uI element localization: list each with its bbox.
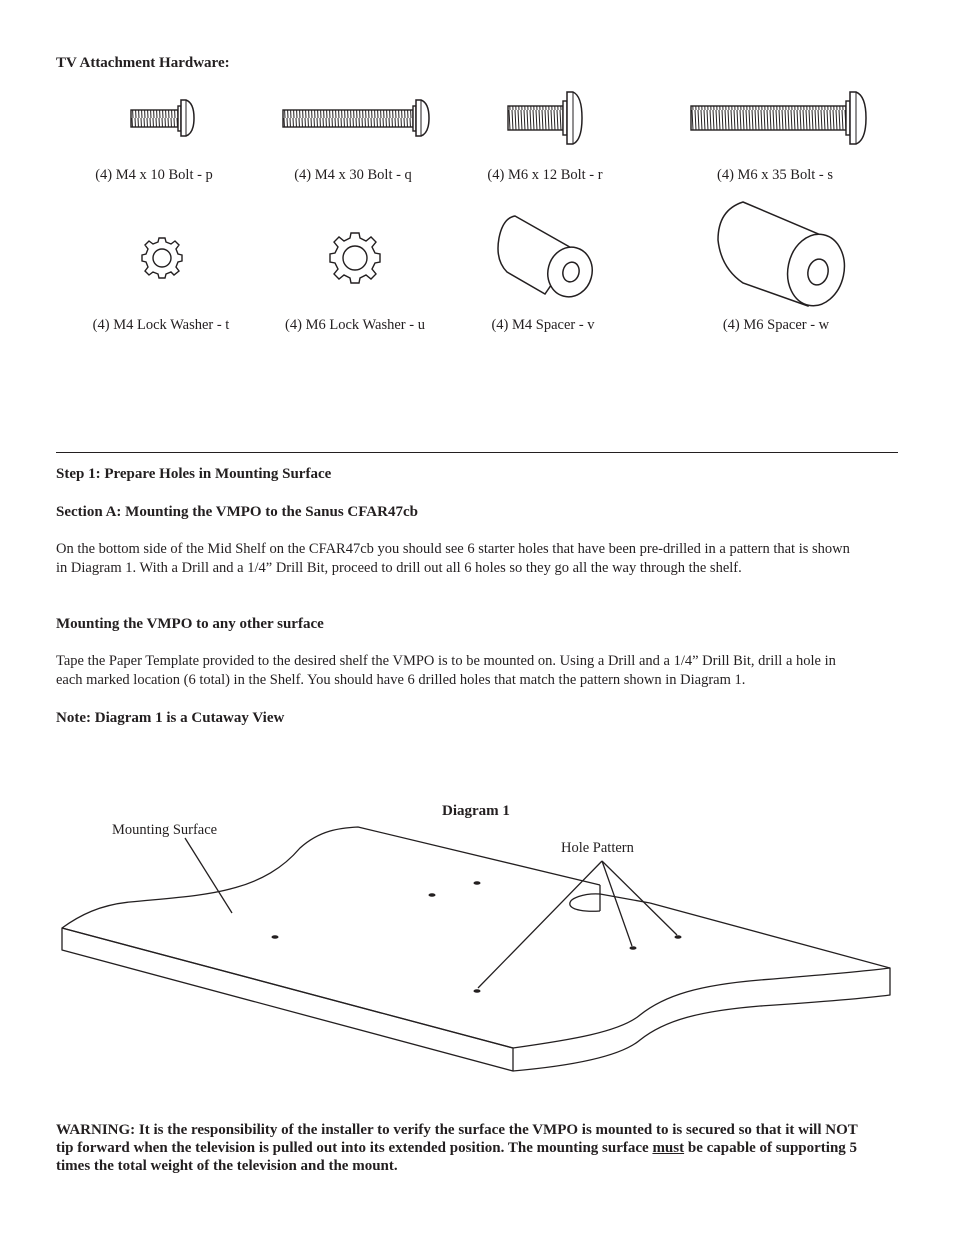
warning-line1: WARNING: It is the responsibility of the installer to verify the surface the VMPO is mounted to is secured so that it will NOT [56, 1122, 858, 1138]
warning-line2 [56, 1139, 857, 1158]
spacer-v-label: (4) M4 Spacer - v [491, 317, 595, 333]
hole-pattern-label: Hole Pattern [561, 840, 634, 856]
section-a-text-line1: On the bottom side of the Mid Shelf on the CFAR47cb you should see 6 starter holes that have been pre-drilled in a pattern that is shown [56, 541, 850, 557]
bolt-q-label: (4) M4 x 30 Bolt - q [294, 167, 412, 183]
other-surface-heading: Mounting the VMPO to any other surface [56, 616, 324, 632]
spacer-w-label: (4) M6 Spacer - w [722, 317, 830, 333]
bolt-p-label: (4) M4 x 10 Bolt - p [95, 167, 213, 183]
bolt-r-label: (4) M6 x 12 Bolt - r [487, 167, 603, 183]
section-a-text-line2: in Diagram 1. With a Drill and a 1/4” Drill Bit, proceed to drill out all 6 holes so they go all the way through the shelf. [56, 560, 742, 576]
section-a-heading: Section A: Mounting the VMPO to the Sanus CFAR47cb [56, 504, 418, 520]
step1-heading: Step 1: Prepare Holes in Mounting Surface [56, 466, 332, 482]
other-surface-text-line2: each marked location (6 total) in the Shelf. You should have 6 drilled holes that match the pattern shown in Diagram 1. [56, 672, 746, 688]
washer-u-label: (4) M6 Lock Washer - u [285, 317, 425, 333]
warning-line2-pre: tip forward when the television is pulled out into its extended position. The mounting surface [56, 1140, 653, 1156]
warning-must-underlined: must [652, 1140, 685, 1156]
diagram-title: Diagram 1 [442, 803, 510, 819]
warning-line3: times the total weight of the television and the mount. [56, 1158, 398, 1174]
cutaway-note: Note: Diagram 1 is a Cutaway View [56, 710, 285, 726]
hardware-heading: TV Attachment Hardware: [56, 55, 230, 71]
other-surface-text-line1: Tape the Paper Template provided to the desired shelf the VMPO is to be mounted on. Using a Drill and a 1/4” Drill Bit, drill a hole in [56, 653, 836, 669]
bolt-s-label: (4) M6 x 35 Bolt - s [717, 167, 833, 183]
warning-line2-post: be capable of supporting 5 [684, 1140, 858, 1156]
washer-t-label: (4) M4 Lock Washer - t [92, 317, 230, 333]
mounting-surface-label: Mounting Surface [112, 822, 218, 838]
